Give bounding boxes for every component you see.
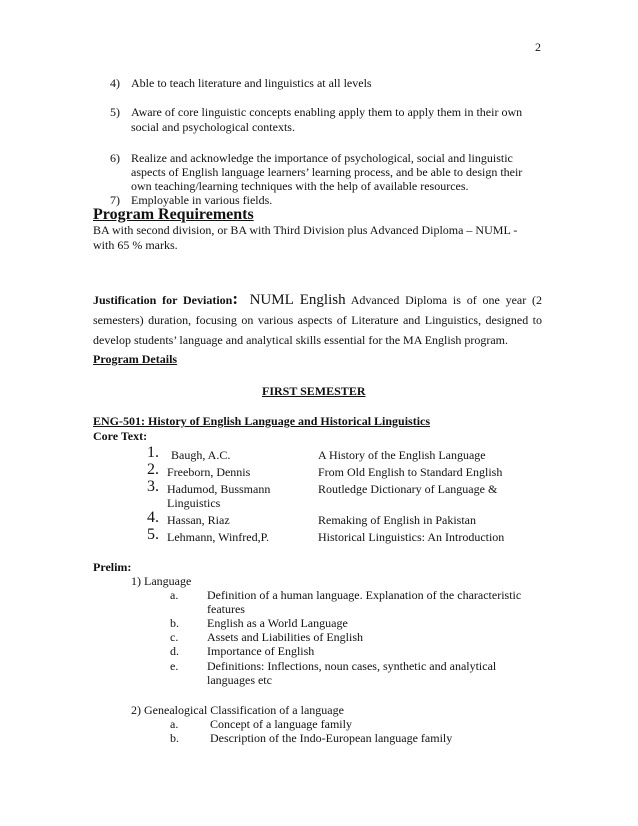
book-author: Hadumod, Bussmann <box>167 482 271 496</box>
justification-lead: NUML English <box>249 292 346 308</box>
book-number: 2. <box>147 461 159 478</box>
book-title: Routledge Dictionary of Language & <box>318 482 498 496</box>
justification-text: Advanced Diploma is of one year (2 semesters) duration, focusing on various aspects of Literature and Linguistics, designed to develop students’ language and analytical skills essential for the MA English program. <box>93 293 543 347</box>
objective-number: 5) <box>110 105 120 119</box>
item-text: Description of the Indo-European language family <box>210 731 453 745</box>
book-number: 3. <box>147 478 159 495</box>
program-details-heading: Program Details <box>93 352 178 366</box>
book-author: Hassan, Riaz <box>167 513 230 527</box>
book-title: Remaking of English in Pakistan <box>318 513 476 527</box>
objective-text: own teaching/learning techniques with the help of available resources. <box>131 179 469 193</box>
objective-text: social and psychological contexts. <box>131 120 295 134</box>
book-author-continued: Linguistics <box>167 496 221 510</box>
item-text: Assets and Liabilities of English <box>207 630 363 644</box>
program-requirements-heading: Program Requirements <box>93 206 254 223</box>
book-title: From Old English to Standard English <box>318 465 503 479</box>
item-letter: b. <box>170 731 179 745</box>
book-number: 5. <box>147 526 159 543</box>
book-title: Historical Linguistics: An Introduction <box>318 530 505 544</box>
justification-label: Justification for Deviation <box>93 293 233 307</box>
item-letter: e. <box>170 659 179 673</box>
item-text: Importance of English <box>207 644 315 658</box>
item-letter: c. <box>170 630 179 644</box>
book-author: Baugh, A.C. <box>171 448 231 462</box>
book-author: Lehmann, Winfred,P. <box>167 530 269 544</box>
item-letter: a. <box>170 588 179 602</box>
book-number: 1. <box>147 444 159 461</box>
course-title: ENG-501: History of English Language and Historical Linguistics <box>93 414 431 428</box>
objective-number: 4) <box>110 76 120 90</box>
justification-paragraph <box>93 289 542 350</box>
book-title: A History of the English Language <box>318 448 486 462</box>
item-text: Definitions: Inflections, noun cases, synthetic and analytical <box>207 659 497 673</box>
prelim-label: Prelim: <box>93 560 132 574</box>
core-text-label: Core Text: <box>93 429 148 443</box>
prelim-section-title: 1) Language <box>131 574 192 588</box>
program-requirements-text: with 65 % marks. <box>93 238 178 252</box>
objective-number: 6) <box>110 151 120 165</box>
objective-number: 7) <box>110 193 120 207</box>
item-text: features <box>207 602 245 616</box>
objective-text: aspects of English language learners’ learning process, and be able to design their <box>131 165 523 179</box>
objective-text: Aware of core linguistic concepts enabling apply them to apply them in their own <box>131 105 523 119</box>
item-text: English as a World Language <box>207 616 348 630</box>
item-text: Definition of a human language. Explanation of the characteristic <box>207 588 522 602</box>
objective-text: Employable in various fields. <box>131 193 273 207</box>
objective-text: Able to teach literature and linguistics at all levels <box>131 76 372 90</box>
item-letter: a. <box>170 717 179 731</box>
item-letter: d. <box>170 644 179 658</box>
prelim-section-title: 2) Genealogical Classification of a language <box>131 703 344 717</box>
program-requirements-text: BA with second division, or BA with Third Division plus Advanced Diploma – NUML - <box>93 223 518 237</box>
item-text: Concept of a language family <box>210 717 352 731</box>
book-author: Freeborn, Dennis <box>167 465 251 479</box>
objective-text: Realize and acknowledge the importance of psychological, social and linguistic <box>131 151 513 165</box>
item-letter: b. <box>170 616 179 630</box>
item-text: languages etc <box>207 673 272 687</box>
book-number: 4. <box>147 509 159 526</box>
semester-heading: FIRST SEMESTER <box>262 384 366 398</box>
page-number: 2 <box>535 40 541 54</box>
justification-colon: : <box>232 289 239 308</box>
